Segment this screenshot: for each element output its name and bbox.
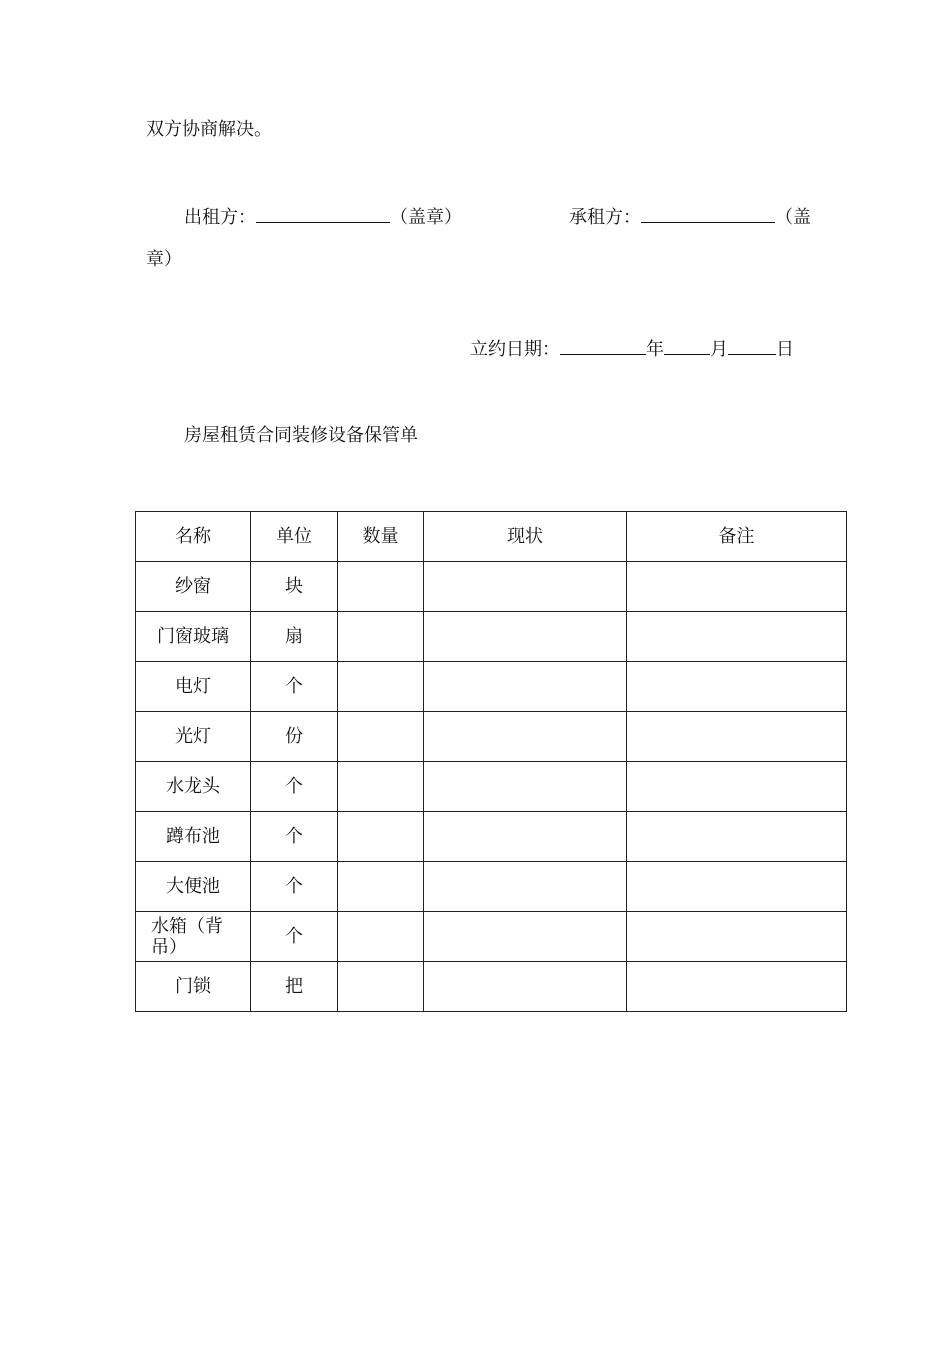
item-remark-cell[interactable] bbox=[627, 962, 847, 1012]
table-row bbox=[136, 762, 847, 812]
item-remark-cell[interactable] bbox=[627, 862, 847, 912]
item-unit: 扇 bbox=[251, 612, 338, 662]
item-quantity-cell[interactable] bbox=[338, 662, 424, 712]
table-row bbox=[136, 962, 847, 1012]
item-unit: 个 bbox=[251, 662, 338, 712]
item-remark-cell[interactable] bbox=[627, 912, 847, 962]
table-row bbox=[136, 662, 847, 712]
header-name: 名称 bbox=[136, 512, 251, 562]
equipment-table bbox=[135, 511, 847, 1012]
item-condition-cell[interactable] bbox=[424, 612, 627, 662]
table-row bbox=[136, 862, 847, 912]
item-condition-cell[interactable] bbox=[424, 712, 627, 762]
table-row bbox=[136, 812, 847, 862]
item-name: 水龙头 bbox=[136, 762, 251, 812]
lessor-seal-label: （盖章） bbox=[390, 207, 462, 228]
item-name: 电灯 bbox=[136, 662, 251, 712]
year-label: 年 bbox=[646, 339, 664, 360]
lessee-seal-label: （盖 bbox=[775, 207, 811, 228]
header-condition: 现状 bbox=[424, 512, 627, 562]
header-unit: 单位 bbox=[251, 512, 338, 562]
item-unit: 个 bbox=[251, 912, 338, 962]
item-condition-cell[interactable] bbox=[424, 562, 627, 612]
contract-date-line bbox=[470, 336, 794, 362]
date-label: 立约日期： bbox=[470, 339, 560, 360]
month-label: 月 bbox=[710, 339, 728, 360]
item-remark-cell[interactable] bbox=[627, 662, 847, 712]
item-quantity-cell[interactable] bbox=[338, 562, 424, 612]
item-name: 门锁 bbox=[136, 962, 251, 1012]
item-quantity-cell[interactable] bbox=[338, 712, 424, 762]
item-name: 大便池 bbox=[136, 862, 251, 912]
day-label: 日 bbox=[776, 339, 794, 360]
item-remark-cell[interactable] bbox=[627, 562, 847, 612]
item-remark-cell[interactable] bbox=[627, 812, 847, 862]
item-remark-cell[interactable] bbox=[627, 712, 847, 762]
item-name bbox=[136, 912, 251, 962]
item-quantity-cell[interactable] bbox=[338, 912, 424, 962]
item-name: 蹲布池 bbox=[136, 812, 251, 862]
lessee-signature bbox=[569, 204, 811, 230]
item-quantity-cell[interactable] bbox=[338, 612, 424, 662]
table-row bbox=[136, 612, 847, 662]
lessor-signature-blank[interactable] bbox=[256, 204, 390, 223]
table-row bbox=[136, 562, 847, 612]
table-row bbox=[136, 712, 847, 762]
item-condition-cell[interactable] bbox=[424, 862, 627, 912]
item-remark-cell[interactable] bbox=[627, 762, 847, 812]
month-blank[interactable] bbox=[664, 336, 710, 355]
item-condition-cell[interactable] bbox=[424, 662, 627, 712]
item-condition-cell[interactable] bbox=[424, 812, 627, 862]
item-unit: 个 bbox=[251, 762, 338, 812]
year-blank[interactable] bbox=[560, 336, 646, 355]
item-condition-cell[interactable] bbox=[424, 912, 627, 962]
lessee-seal-continuation: 章） bbox=[146, 249, 182, 270]
header-quantity: 数量 bbox=[338, 512, 424, 562]
lessor-label: 出租方： bbox=[184, 207, 256, 228]
item-unit: 把 bbox=[251, 962, 338, 1012]
day-blank[interactable] bbox=[728, 336, 776, 355]
lessor-signature bbox=[184, 204, 462, 230]
item-condition-cell[interactable] bbox=[424, 762, 627, 812]
lessee-label: 承租方： bbox=[569, 207, 641, 228]
item-condition-cell[interactable] bbox=[424, 962, 627, 1012]
contract-continuation-text: 双方协商解决。 bbox=[146, 119, 272, 140]
item-name-text: 水箱（背吊） bbox=[151, 915, 223, 958]
item-unit: 块 bbox=[251, 562, 338, 612]
item-quantity-cell[interactable] bbox=[338, 812, 424, 862]
item-quantity-cell[interactable] bbox=[338, 762, 424, 812]
item-unit: 份 bbox=[251, 712, 338, 762]
item-name: 门窗玻璃 bbox=[136, 612, 251, 662]
equipment-list-title: 房屋租赁合同装修设备保管单 bbox=[184, 425, 418, 446]
item-name: 纱窗 bbox=[136, 562, 251, 612]
table-header-row bbox=[136, 512, 847, 562]
item-unit: 个 bbox=[251, 862, 338, 912]
item-quantity-cell[interactable] bbox=[338, 962, 424, 1012]
item-quantity-cell[interactable] bbox=[338, 862, 424, 912]
header-remark: 备注 bbox=[627, 512, 847, 562]
lessee-signature-blank[interactable] bbox=[641, 204, 775, 223]
item-unit: 个 bbox=[251, 812, 338, 862]
item-name: 光灯 bbox=[136, 712, 251, 762]
table-row bbox=[136, 912, 847, 962]
item-remark-cell[interactable] bbox=[627, 612, 847, 662]
